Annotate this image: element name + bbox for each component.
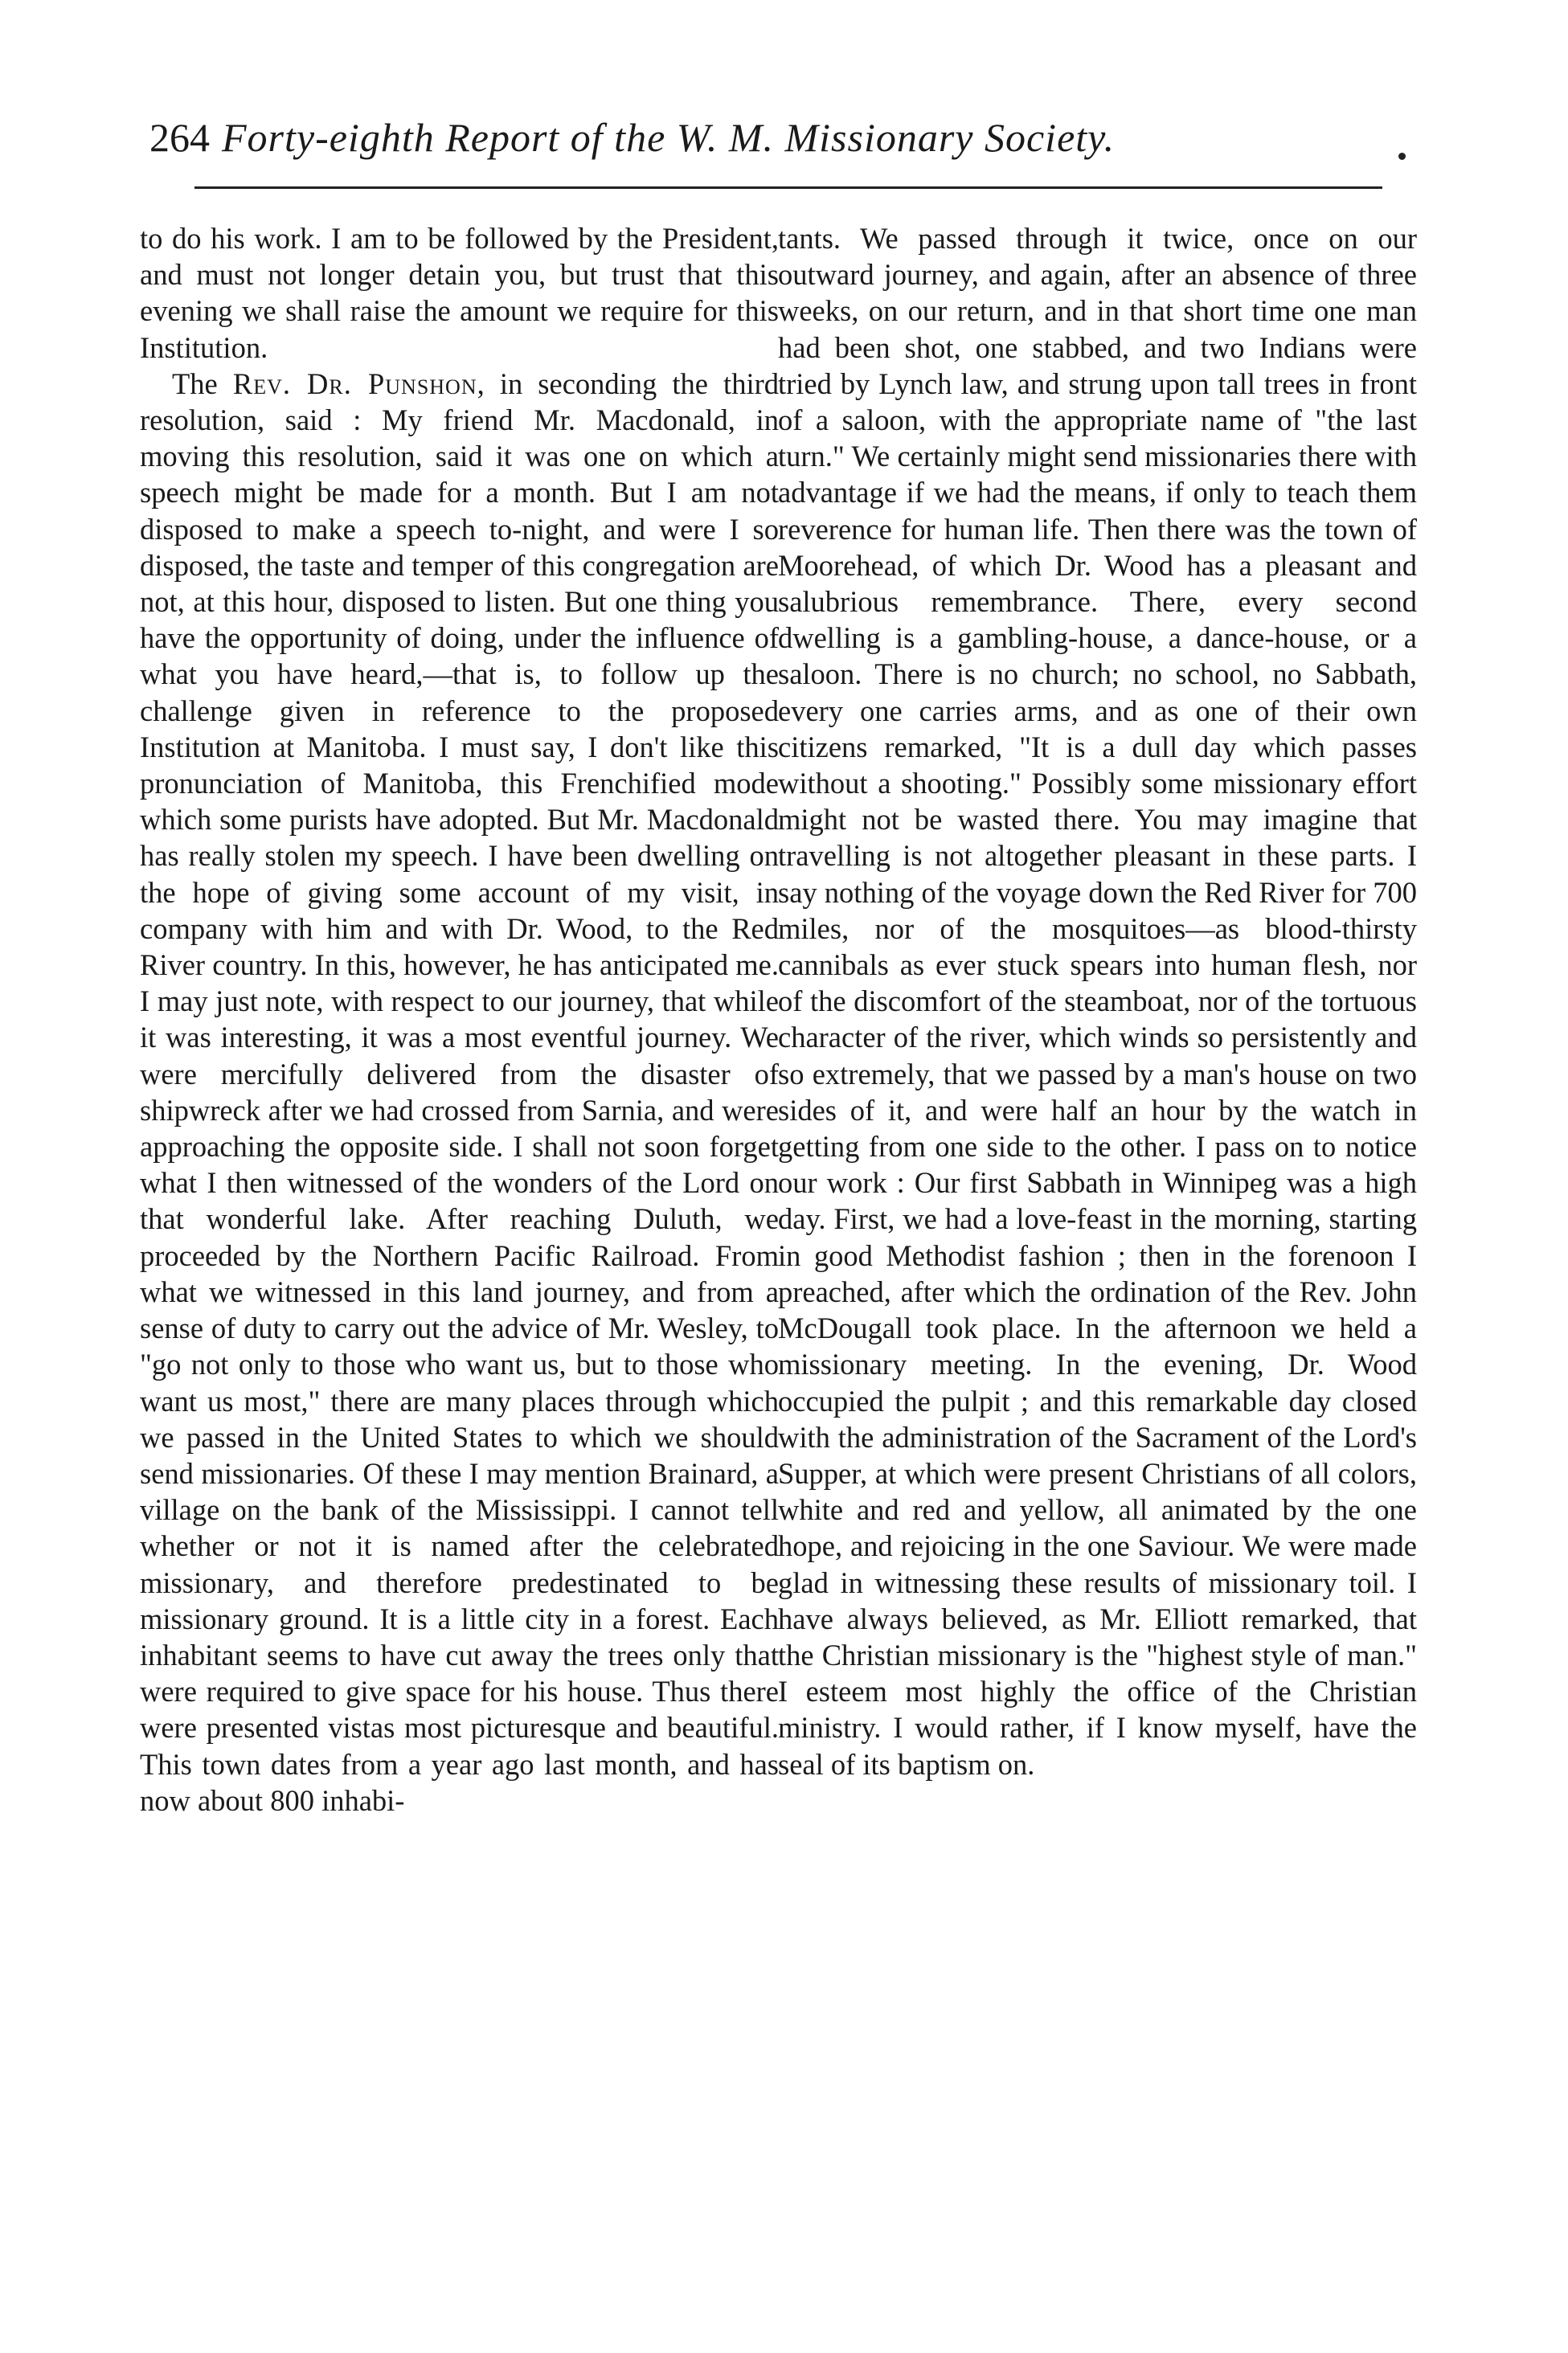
speaker-intro: The <box>172 366 218 400</box>
speaker-name: Rev. Dr. Punshon <box>232 366 477 400</box>
left-paragraph-2 <box>140 366 779 1819</box>
right-paragraph-1: tants. We passed through it twice, once on our outward journey, and again, after an absence of three weeks, on our return, and in that short time one man had been shot, one stabbed, and two Indians were tried by Lynch law, and strung upon tall trees in front of a saloon, with the appropriate name of "the last turn." We certainly might send missionaries there with advantage if we had the means, if only to teach them reverence for human life. Then there was the town of Moorehead, of which Dr. Wood has a pleasant and salubrious remembrance. There, every second dwelling is a gambling-house, a dance-house, or a saloon. There is no church; no school, no Sabbath, every one carries arms, and as one of their own citizens remarked, "It is a dull day which passes without a shooting." Possibly some missionary effort might not be wasted there. You may imagine that travelling is not altogether pleasant in these parts. I say nothing of the voyage down the Red River for 700 miles, nor of the mosquitoes—as blood-thirsty cannibals as ever stuck spears into human flesh, nor of the discomfort of the steamboat, nor of the tortuous character of the river, which winds so persistently and so extremely, that we passed by a man's house on two sides of it, and were half an hour by the watch in getting from one side to the other. I pass on to notice our work : Our first Sabbath in Winnipeg was a high day. First, we had a love-feast in the morning, starting in good Methodist fashion ; then in the forenoon I preached, after which the ordination of the Rev. John McDougall took place. In the afternoon we held a missionary meeting. In the evening, Dr. Wood occupied the pulpit ; and this remarkable day closed with the administration of the Sacrament of the Lord's Supper, at which were present Christians of all colors, white and red and yellow, all animated by the one hope, and rejoicing in the one Saviour. We were made glad in witnessing these results of missionary toil. I have always believed, as Mr. Elliott remarked, that the Christian missionary is the "highest style of man." I esteem most highly the office of the Christian ministry. I would rather, if I know myself, have the seal of its baptism on. <box>778 222 1417 1781</box>
running-title: Forty-eighth Report of the W. M. Missionary Society. <box>222 115 1116 160</box>
speech-text: , in seconding the third resolution, said : My friend Mr. Macdonald, in moving this resolution, said it was one on which a speech might be made for a month. But I am not disposed to make a speech to-night, and were I so disposed, the taste and temper of this congregation are not, at this hour, disposed to listen. But one thing you have the opportunity of doing, under the influence of what you have heard,—that is, to follow up the challenge given in reference to the proposed Institution at Manitoba. I must say, I don't like this pronunciation of Manitoba, this Frenchified mode which some purists have adopted. But Mr. Macdonald has really stolen my speech. I have been dwelling on the hope of giving some account of my visit, in company with him and with Dr. Wood, to the Red River country. In this, however, he has anticipated me. I may just note, with respect to our journey, that while it was interesting, it was a most eventful journey. We were mercifully delivered from the disaster of shipwreck after we had crossed from Sarnia, and were approaching the opposite side. I shall not soon forget what I then witnessed of the wonders of the Lord on that wonderful lake. After reaching Duluth, we proceeded by the Northern Pacific Railroad. From what we witnessed in this land journey, and from a sense of duty to carry out the advice of Mr. Wesley, to "go not only to those who want us, but to those who want us most," there are many places through which we passed in the United States to which we should send missionaries. Of these I may mention Brainard, a village on the bank of the Mississippi. I cannot tell whether or not it is named after the celebrated missionary, and therefore predestinated to be missionary ground. It is a little city in a forest. Each inhabitant seems to have cut away the trees only that were required to give space for his house. Thus there were presented vistas most picturesque and beautiful. This town dates from a year ago last month, and has now about 800 inhabi- <box>140 366 779 1817</box>
right-column <box>778 220 1417 1782</box>
page-number: 264 <box>149 115 210 160</box>
left-paragraph-1: to do his work. I am to be followed by the President, and must not longer detain you, but trust that this evening we shall raise the amount we require for this Institution. <box>140 222 779 364</box>
header-rule <box>194 186 1382 189</box>
page-header <box>149 114 1419 178</box>
left-column <box>140 220 779 1819</box>
printer-mark <box>1398 153 1406 160</box>
